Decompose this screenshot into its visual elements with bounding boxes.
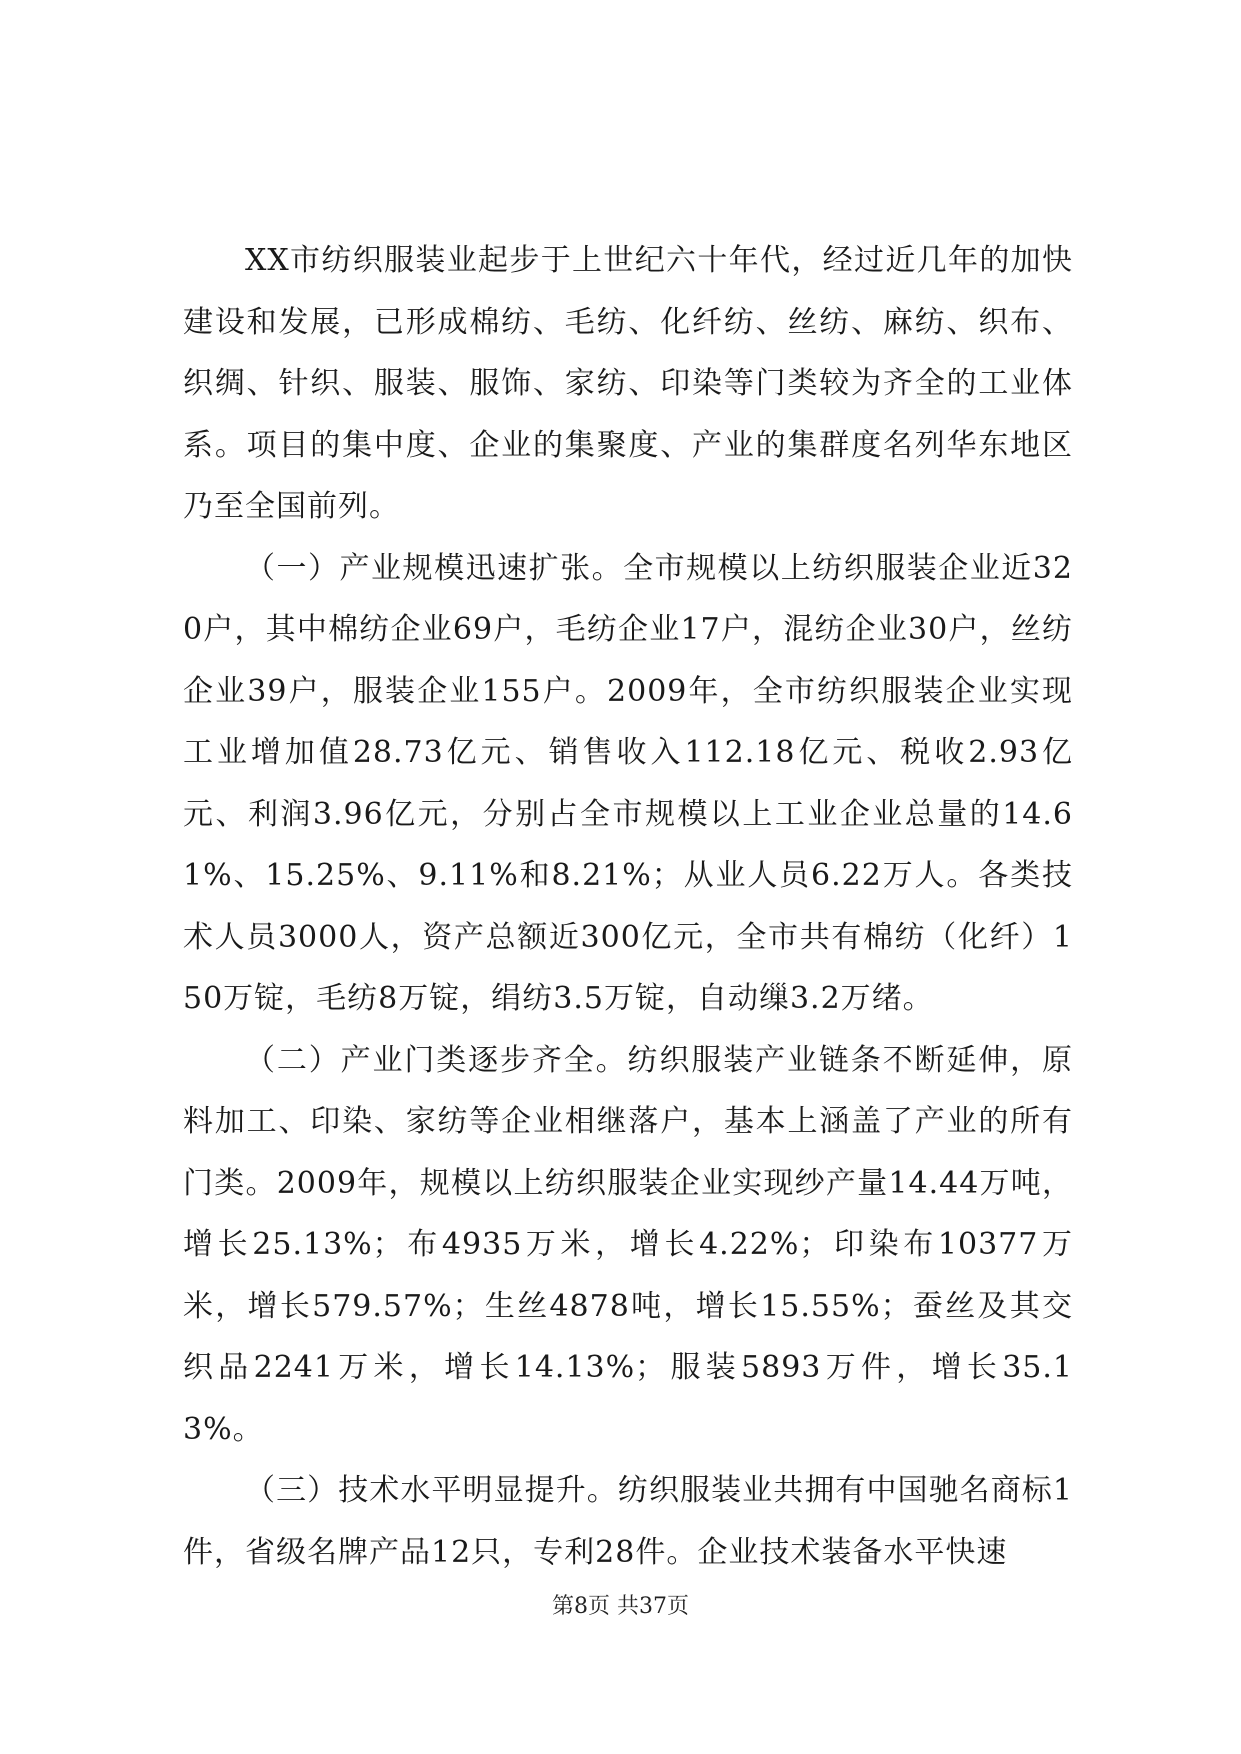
document-body — [183, 230, 1073, 1583]
paragraph-industry-categories: （二）产业门类逐步齐全。纺织服装产业链条不断延伸，原料加工、印染、家纺等企业相继落户，基本上涵盖了产业的所有门类。2009年，规模以上纺织服装企业实现纱产量14.44万吨，增长25.13%；布4935万米，增长4.22%；印染布10377万米，增长579.57%；生丝4878吨，增长15.55%；蚕丝及其交织品2241万米，增长14.13%；服装5893万件，增长35.13%。 — [183, 1042, 1073, 1447]
page-footer: 第8页 共37页 — [552, 1594, 689, 1619]
paragraph-intro: XX市纺织服装业起步于上世纪六十年代，经过近几年的加快建设和发展，已形成棉纺、毛纺、化纤纺、丝纺、麻纺、织布、织绸、针织、服装、服饰、家纺、印染等门类较为齐全的工业体系。项目的集中度、企业的集聚度、产业的集群度名列华东地区乃至全国前列。 — [183, 243, 1073, 524]
paragraph-technology-level: （三）技术水平明显提升。纺织服装业共拥有中国驰名商标1件，省级名牌产品12只，专利28件。企业技术装备水平快速 — [183, 1473, 1073, 1570]
paragraph-industry-scale: （一）产业规模迅速扩张。全市规模以上纺织服装企业近320户，其中棉纺企业69户，毛纺企业17户，混纺企业30户，丝纺企业39户，服装企业155户。2009年，全市纺织服装企业实现工业增加值28.73亿元、销售收入112.18亿元、税收2.93亿元、利润3.96亿元，分别占全市规模以上工业企业总量的14.61%、15.25%、9.11%和8.21%；从业人员6.22万人。各类技术人员3000人，资产总额近300亿元，全市共有棉纺（化纤）150万锭，毛纺8万锭，绢纺3.5万锭，自动缫3.2万绪。 — [183, 550, 1073, 1016]
